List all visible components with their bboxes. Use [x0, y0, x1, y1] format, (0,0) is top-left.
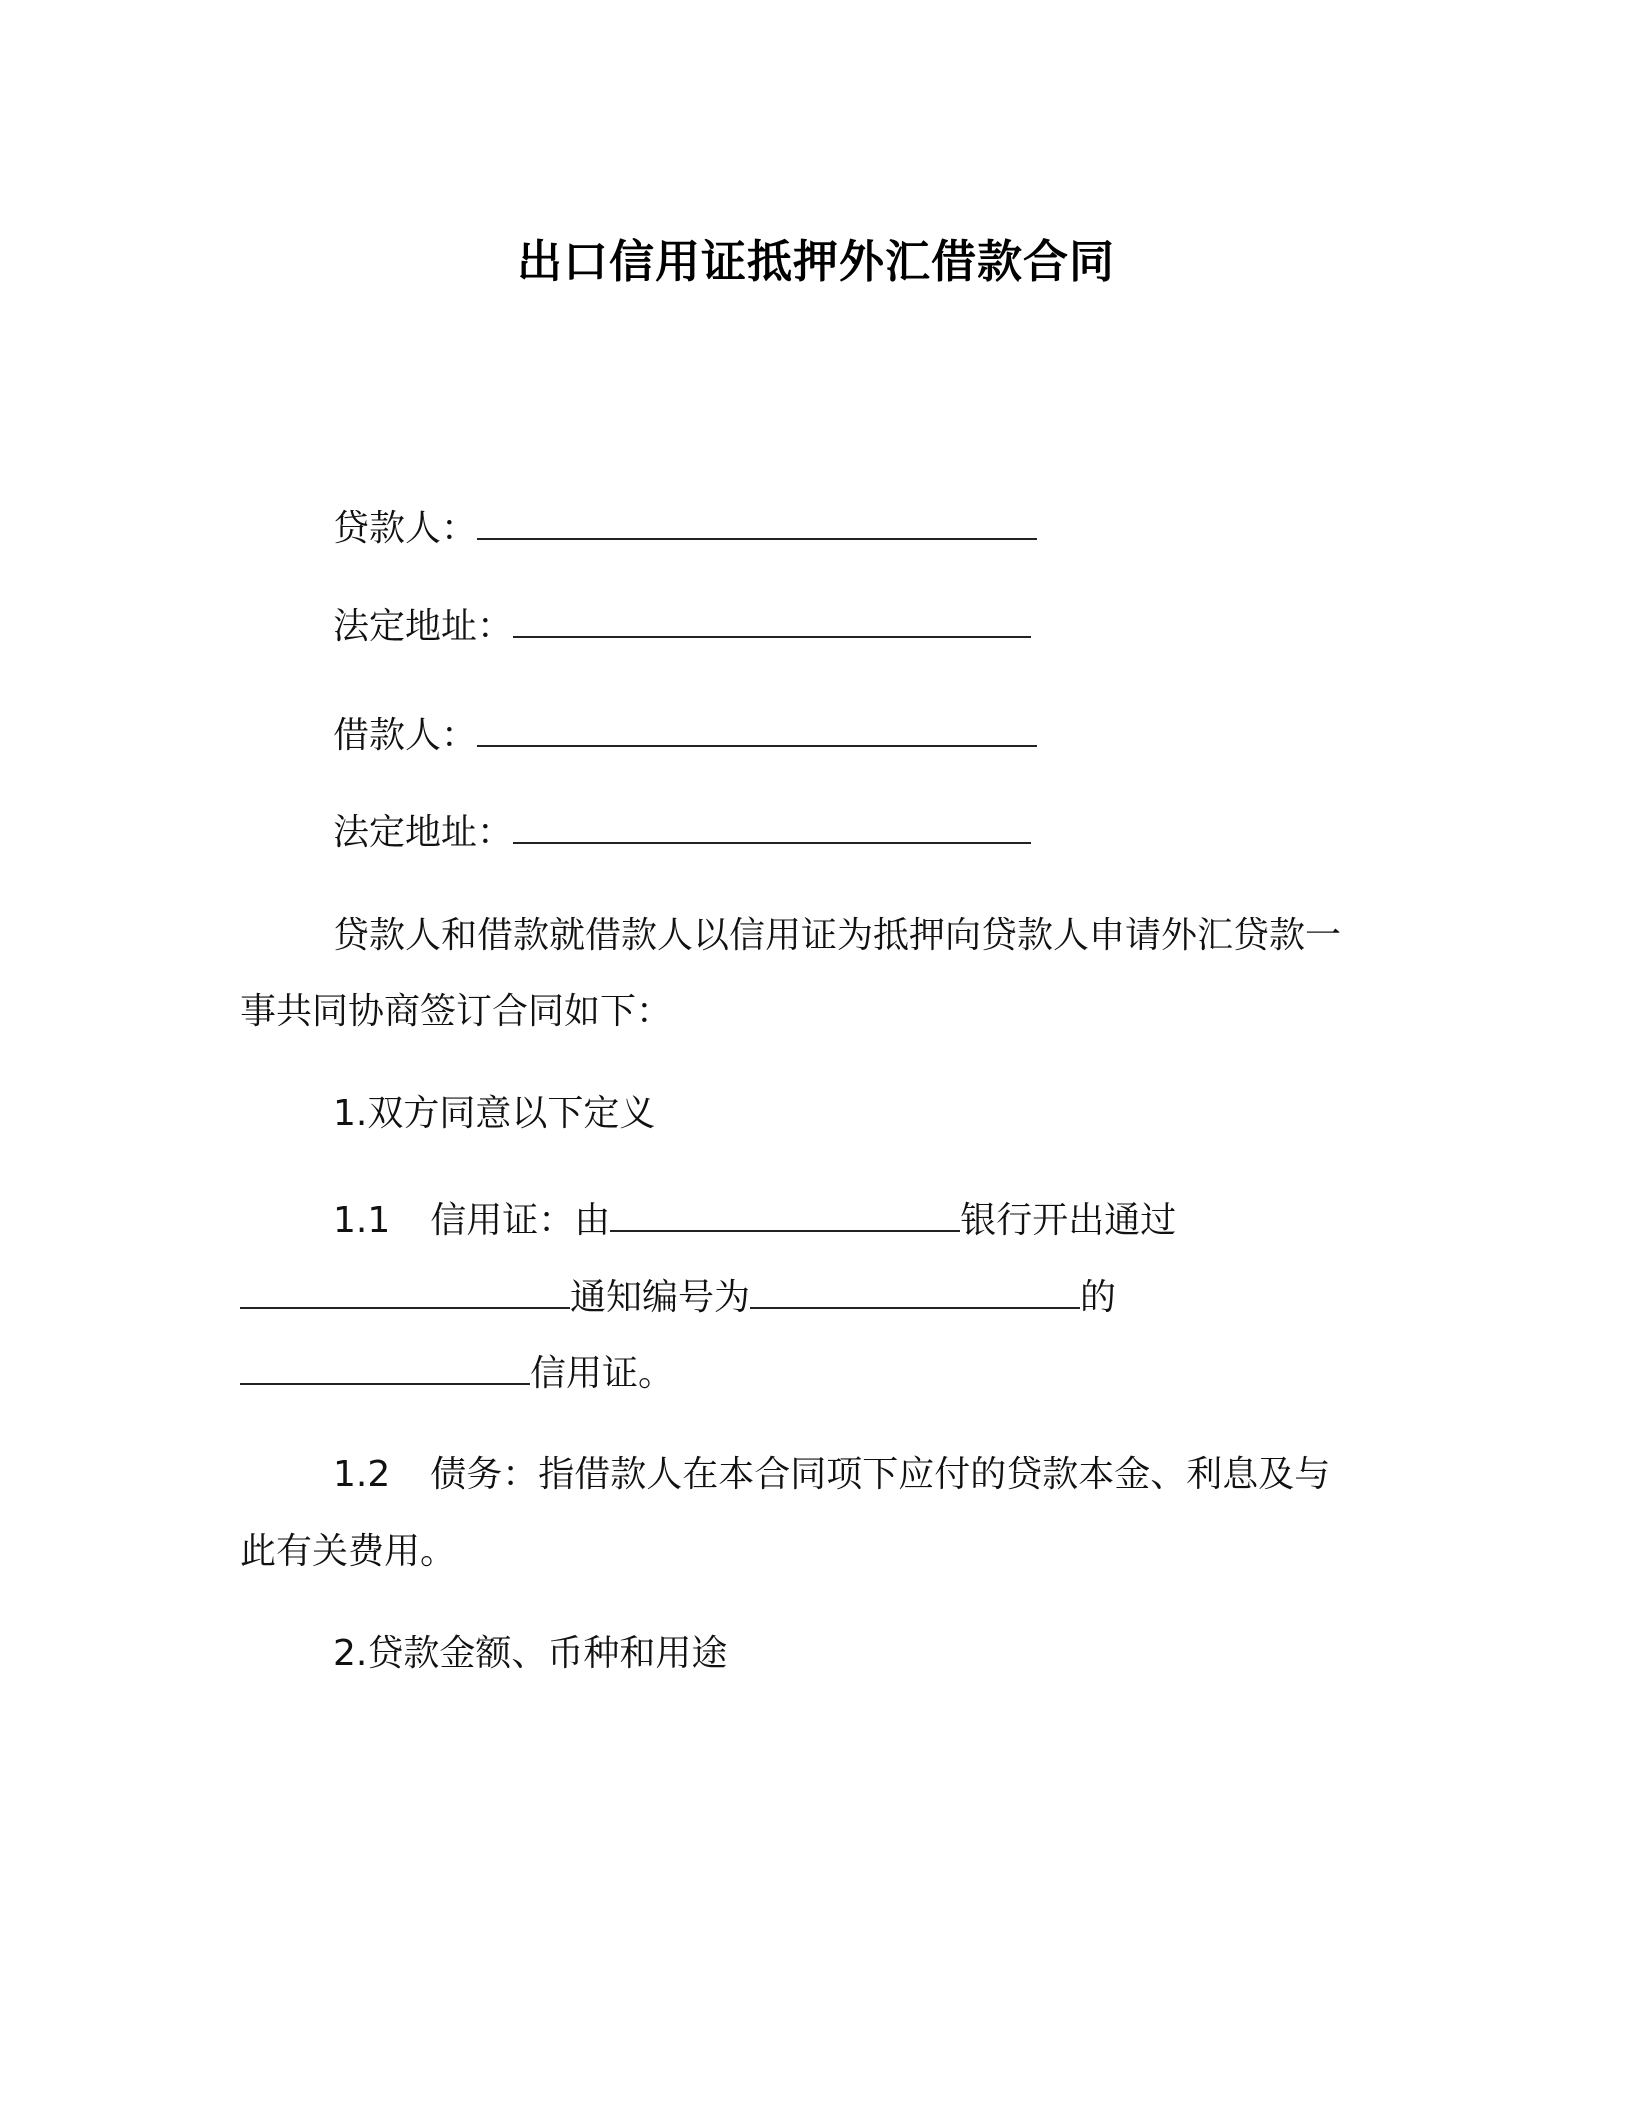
clause-1-2-number: 1.2: [333, 1454, 391, 1495]
clause-1-1-line-2: [240, 1277, 1116, 1316]
clause-1-2-line-2: 此有关费用。: [240, 1531, 457, 1572]
lender-line: [333, 508, 1037, 547]
clause-1-1-part-5: 信用证。: [530, 1353, 675, 1394]
borrower-label: 借款人：: [333, 715, 478, 756]
clause-1-2-line-1: [333, 1454, 1331, 1495]
lender-address-label: 法定地址：: [333, 606, 514, 647]
clause-1-1-part-4: 的: [1080, 1277, 1117, 1318]
clause-1-1-line-1: [333, 1200, 1176, 1239]
lender-blank-field[interactable]: [477, 508, 1037, 540]
advice-number-blank-field[interactable]: [750, 1277, 1080, 1309]
clause-1-1-part-1: 信用证：由: [430, 1200, 611, 1241]
lender-label: 贷款人：: [333, 508, 478, 549]
issuing-bank-blank-field[interactable]: [610, 1200, 960, 1232]
borrower-address-label: 法定地址：: [333, 812, 514, 853]
lender-address-line: [333, 606, 1031, 645]
borrower-address-line: [333, 812, 1031, 851]
document-title: 出口信用证抵押外汇借款合同: [516, 235, 1115, 288]
clause-1-1-number: 1.1: [333, 1200, 391, 1241]
section-2-heading: 2.贷款金额、币种和用途: [333, 1633, 728, 1674]
lender-address-blank-field[interactable]: [513, 606, 1031, 638]
preamble-line-2: 事共同协商签订合同如下：: [240, 991, 673, 1032]
credit-type-blank-field[interactable]: [240, 1353, 530, 1385]
clause-1-1-part-3: 通知编号为: [570, 1277, 751, 1318]
borrower-line: [333, 715, 1037, 754]
clause-1-2-text-1: 债务：指借款人在本合同项下应付的贷款本金、利息及与: [430, 1454, 1331, 1495]
borrower-address-blank-field[interactable]: [513, 812, 1031, 844]
advising-bank-blank-field[interactable]: [240, 1277, 570, 1309]
preamble-line-1: 贷款人和借款就借款人以信用证为抵押向贷款人申请外汇贷款一: [333, 915, 1342, 956]
clause-1-1-line-3: [240, 1353, 674, 1392]
clause-1-1-part-2: 银行开出通过: [960, 1200, 1177, 1241]
borrower-blank-field[interactable]: [477, 715, 1037, 747]
section-1-heading: 1.双方同意以下定义: [333, 1093, 656, 1134]
